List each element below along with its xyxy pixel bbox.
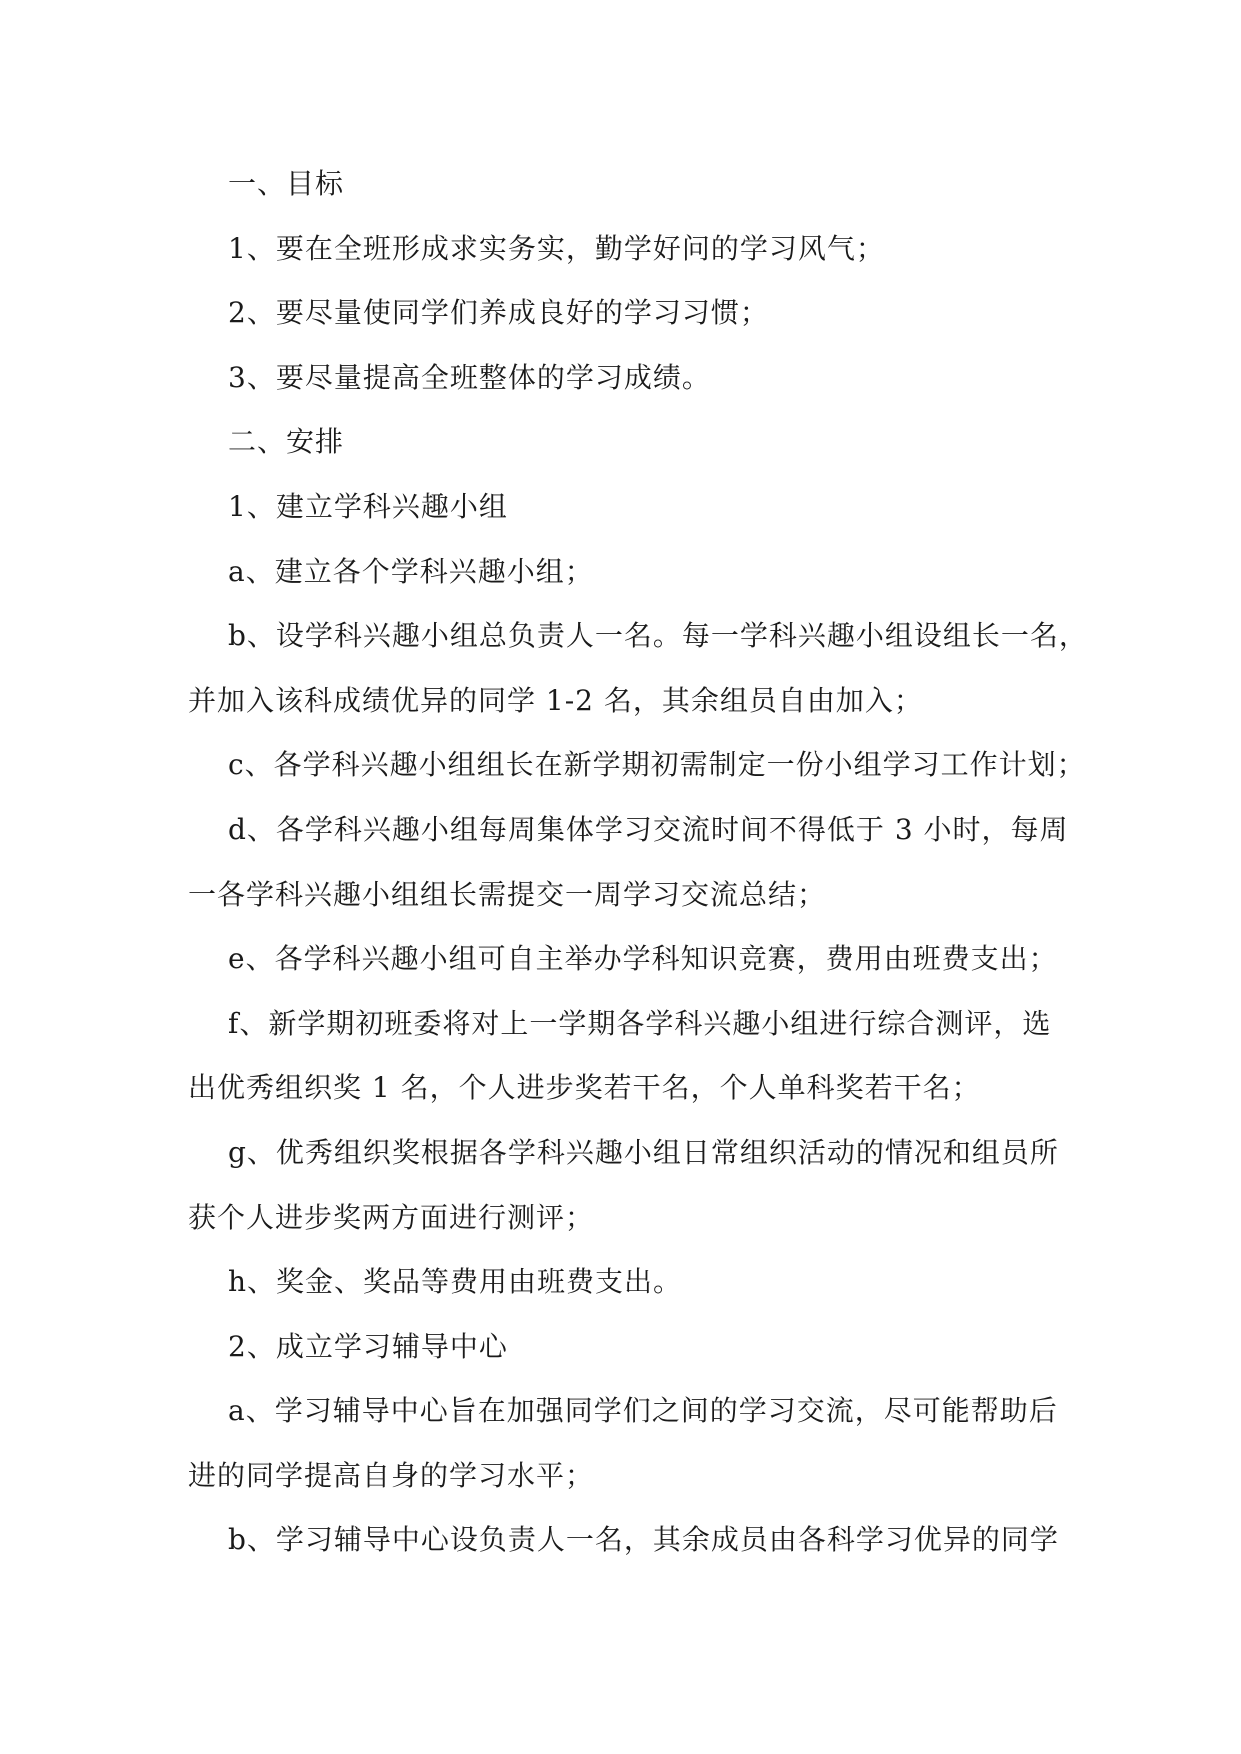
paragraph-first-line: f、新学期初班委将对上一学期各学科兴趣小组进行综合测评，选	[228, 1006, 1052, 1040]
paragraph-first-line: 2、成立学习辅导中心	[228, 1329, 508, 1363]
paragraph-first-line: a、学习辅导中心旨在加强同学们之间的学习交流，尽可能帮助后	[228, 1394, 1058, 1428]
paragraph-first-line: b、学习辅导中心设负责人一名，其余成员由各科学习优异的同学	[228, 1523, 1059, 1557]
paragraph-first-line: d、各学科兴趣小组每周集体学习交流时间不得低于 3 小时，每周	[228, 812, 1069, 846]
paragraph-first-line: g、优秀组织奖根据各学科兴趣小组日常组织活动的情况和组员所	[228, 1135, 1059, 1169]
paragraph-first-line: 1、建立学科兴趣小组	[228, 489, 508, 523]
paragraph-continuation-line: 一各学科兴趣小组组长需提交一周学习交流总结；	[188, 877, 827, 911]
paragraph-continuation-line: 进的同学提高自身的学习水平；	[188, 1458, 595, 1492]
paragraph-first-line: 1、要在全班形成求实务实，勤学好问的学习风气；	[228, 231, 885, 265]
paragraph-continuation-line: 获个人进步奖两方面进行测评；	[188, 1200, 595, 1234]
paragraph-first-line: 一、目标	[228, 167, 345, 200]
paragraph-first-line: b、设学科兴趣小组总负责人一名。每一学科兴趣小组设组长一名，	[228, 619, 1088, 653]
document-body	[188, 152, 1088, 1573]
paragraph-first-line: e、各学科兴趣小组可自主举办学科知识竞赛，费用由班费支出；	[228, 942, 1058, 976]
paragraph-first-line: 2、要尽量使同学们养成良好的学习习惯；	[228, 296, 769, 330]
paragraph-first-line: 3、要尽量提高全班整体的学习成绩。	[228, 360, 711, 394]
paragraph-first-line: h、奖金、奖品等费用由班费支出。	[228, 1265, 683, 1299]
paragraph-first-line: c、各学科兴趣小组组长在新学期初需制定一份小组学习工作计划；	[228, 748, 1086, 782]
paragraph-first-line: 二、安排	[228, 425, 345, 459]
paragraph-first-line: a、建立各个学科兴趣小组；	[228, 554, 594, 588]
paragraph-continuation-line: 并加入该科成绩优异的同学 1-2 名，其余组员自由加入；	[188, 683, 923, 717]
paragraph-continuation-line: 出优秀组织奖 1 名，个人进步奖若干名，个人单科奖若干名；	[188, 1071, 981, 1105]
